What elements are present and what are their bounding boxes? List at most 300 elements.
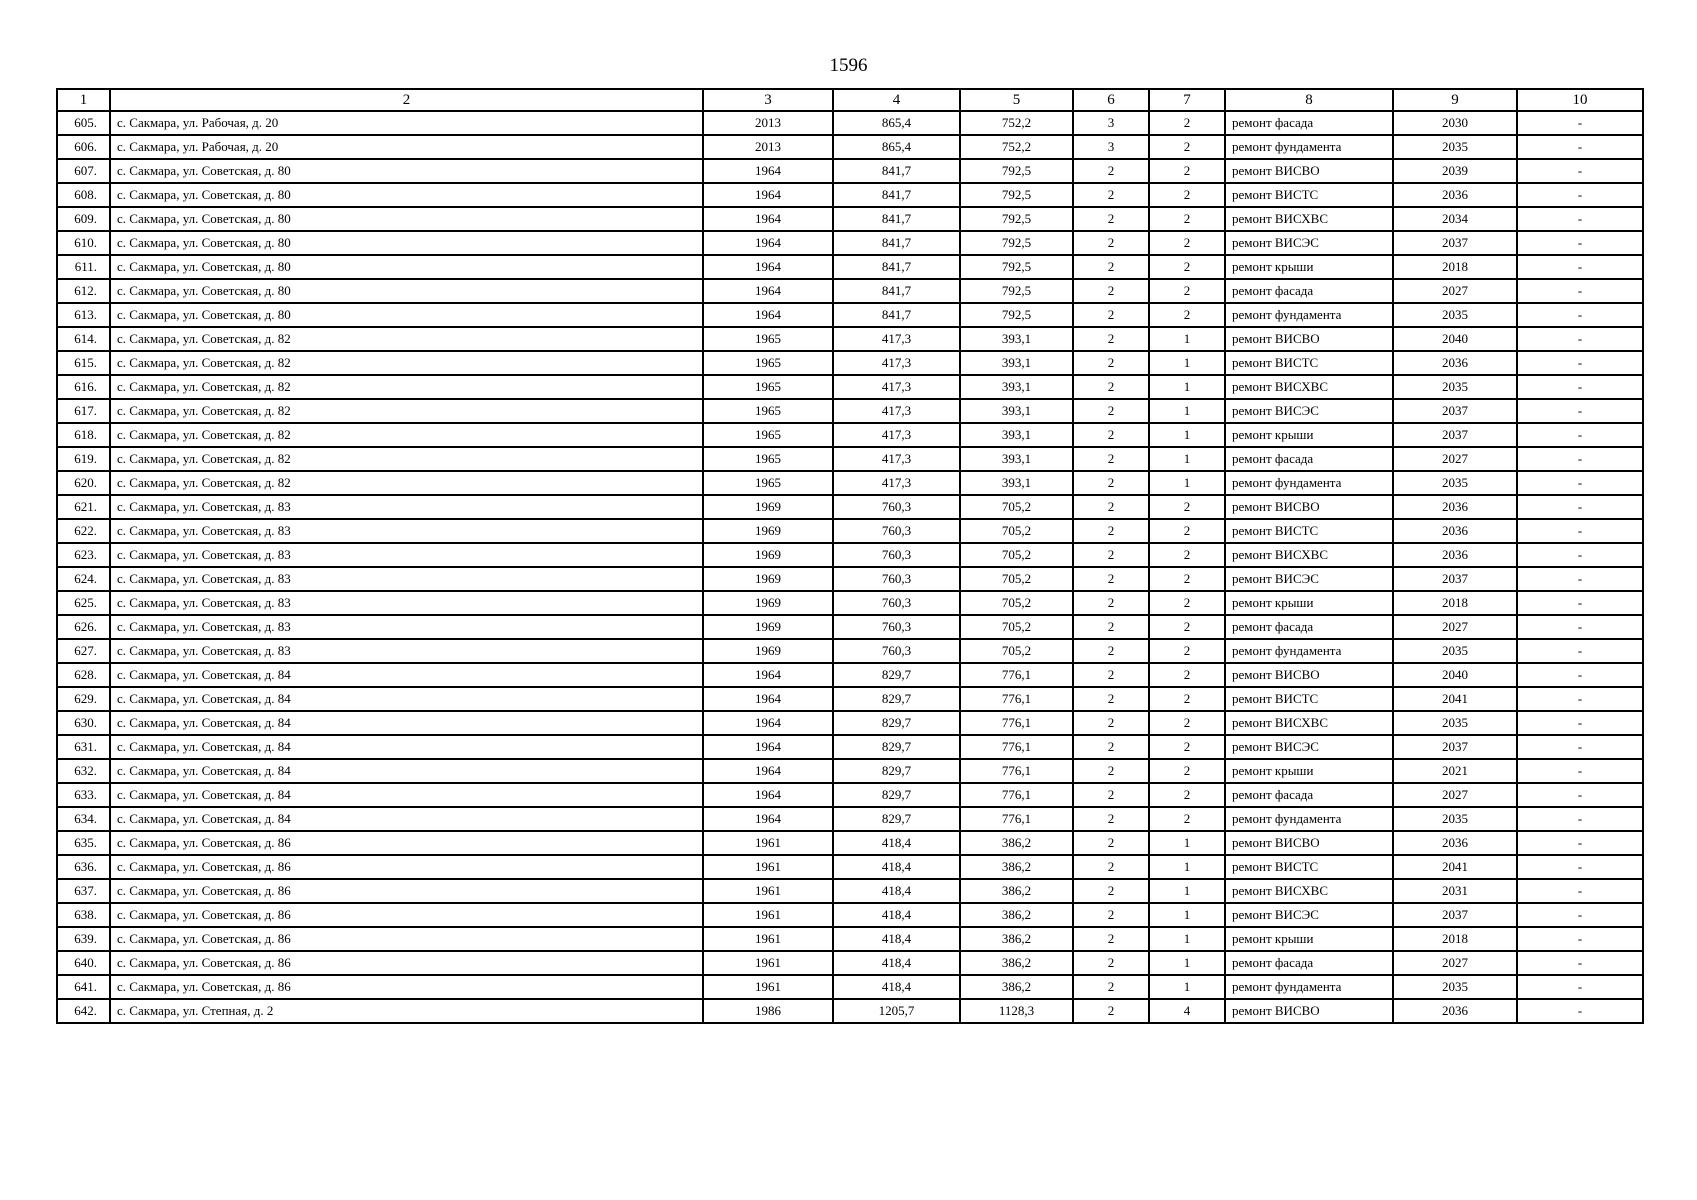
total-area-cell: 829,7 bbox=[833, 759, 960, 783]
row-number-cell: 606. bbox=[57, 135, 110, 159]
note-cell: - bbox=[1517, 807, 1643, 831]
planned-year-cell: 2021 bbox=[1393, 759, 1517, 783]
table-body bbox=[57, 111, 1643, 1023]
work-type-cell: ремонт фасада bbox=[1225, 783, 1393, 807]
entrances-cell: 2 bbox=[1149, 735, 1225, 759]
total-area-cell: 418,4 bbox=[833, 927, 960, 951]
total-area-cell: 829,7 bbox=[833, 687, 960, 711]
total-area-cell: 760,3 bbox=[833, 567, 960, 591]
planned-year-cell: 2027 bbox=[1393, 783, 1517, 807]
total-area-cell: 841,7 bbox=[833, 279, 960, 303]
table-row bbox=[57, 903, 1643, 927]
total-area-cell: 418,4 bbox=[833, 975, 960, 999]
row-number-cell: 633. bbox=[57, 783, 110, 807]
note-cell: - bbox=[1517, 327, 1643, 351]
planned-year-cell: 2036 bbox=[1393, 831, 1517, 855]
total-area-cell: 760,3 bbox=[833, 543, 960, 567]
year-cell: 1961 bbox=[703, 951, 833, 975]
work-type-cell: ремонт фундамента bbox=[1225, 639, 1393, 663]
address-cell: с. Сакмара, ул. Советская, д. 83 bbox=[110, 519, 703, 543]
note-cell: - bbox=[1517, 615, 1643, 639]
floors-cell: 2 bbox=[1073, 951, 1149, 975]
living-area-cell: 393,1 bbox=[960, 327, 1073, 351]
row-number-cell: 614. bbox=[57, 327, 110, 351]
entrances-cell: 2 bbox=[1149, 807, 1225, 831]
entrances-cell: 4 bbox=[1149, 999, 1225, 1023]
year-cell: 1965 bbox=[703, 399, 833, 423]
table-row bbox=[57, 951, 1643, 975]
note-cell: - bbox=[1517, 303, 1643, 327]
table-row bbox=[57, 351, 1643, 375]
note-cell: - bbox=[1517, 999, 1643, 1023]
total-area-cell: 841,7 bbox=[833, 207, 960, 231]
column-header: 2 bbox=[110, 89, 703, 111]
table-row bbox=[57, 495, 1643, 519]
year-cell: 1964 bbox=[703, 711, 833, 735]
table-row bbox=[57, 879, 1643, 903]
floors-cell: 2 bbox=[1073, 687, 1149, 711]
planned-year-cell: 2037 bbox=[1393, 423, 1517, 447]
living-area-cell: 393,1 bbox=[960, 375, 1073, 399]
table-row bbox=[57, 999, 1643, 1023]
year-cell: 1969 bbox=[703, 519, 833, 543]
year-cell: 1969 bbox=[703, 591, 833, 615]
note-cell: - bbox=[1517, 903, 1643, 927]
address-cell: с. Сакмара, ул. Советская, д. 83 bbox=[110, 591, 703, 615]
total-area-cell: 841,7 bbox=[833, 255, 960, 279]
note-cell: - bbox=[1517, 111, 1643, 135]
year-cell: 1969 bbox=[703, 639, 833, 663]
planned-year-cell: 2040 bbox=[1393, 663, 1517, 687]
living-area-cell: 776,1 bbox=[960, 807, 1073, 831]
address-cell: с. Сакмара, ул. Советская, д. 80 bbox=[110, 207, 703, 231]
work-type-cell: ремонт крыши bbox=[1225, 591, 1393, 615]
floors-cell: 2 bbox=[1073, 399, 1149, 423]
column-header: 9 bbox=[1393, 89, 1517, 111]
floors-cell: 2 bbox=[1073, 159, 1149, 183]
row-number-cell: 605. bbox=[57, 111, 110, 135]
living-area-cell: 386,2 bbox=[960, 879, 1073, 903]
row-number-cell: 621. bbox=[57, 495, 110, 519]
table-row bbox=[57, 807, 1643, 831]
address-cell: с. Сакмара, ул. Советская, д. 83 bbox=[110, 639, 703, 663]
planned-year-cell: 2041 bbox=[1393, 855, 1517, 879]
work-type-cell: ремонт фундамента bbox=[1225, 807, 1393, 831]
total-area-cell: 417,3 bbox=[833, 447, 960, 471]
table-row bbox=[57, 279, 1643, 303]
entrances-cell: 1 bbox=[1149, 399, 1225, 423]
living-area-cell: 386,2 bbox=[960, 903, 1073, 927]
note-cell: - bbox=[1517, 831, 1643, 855]
work-type-cell: ремонт ВИСТС bbox=[1225, 183, 1393, 207]
entrances-cell: 1 bbox=[1149, 831, 1225, 855]
column-header: 5 bbox=[960, 89, 1073, 111]
work-type-cell: ремонт ВИСВО bbox=[1225, 495, 1393, 519]
entrances-cell: 2 bbox=[1149, 183, 1225, 207]
header-row bbox=[57, 89, 1643, 111]
work-type-cell: ремонт ВИСТС bbox=[1225, 519, 1393, 543]
row-number-cell: 620. bbox=[57, 471, 110, 495]
planned-year-cell: 2018 bbox=[1393, 255, 1517, 279]
note-cell: - bbox=[1517, 543, 1643, 567]
work-type-cell: ремонт фасада bbox=[1225, 615, 1393, 639]
floors-cell: 2 bbox=[1073, 183, 1149, 207]
living-area-cell: 705,2 bbox=[960, 495, 1073, 519]
planned-year-cell: 2035 bbox=[1393, 135, 1517, 159]
total-area-cell: 418,4 bbox=[833, 903, 960, 927]
year-cell: 1961 bbox=[703, 903, 833, 927]
entrances-cell: 2 bbox=[1149, 111, 1225, 135]
work-type-cell: ремонт крыши bbox=[1225, 423, 1393, 447]
address-cell: с. Сакмара, ул. Советская, д. 82 bbox=[110, 399, 703, 423]
total-area-cell: 1205,7 bbox=[833, 999, 960, 1023]
table-row bbox=[57, 567, 1643, 591]
work-type-cell: ремонт ВИСЭС bbox=[1225, 399, 1393, 423]
entrances-cell: 1 bbox=[1149, 375, 1225, 399]
address-cell: с. Сакмара, ул. Советская, д. 82 bbox=[110, 447, 703, 471]
note-cell: - bbox=[1517, 687, 1643, 711]
address-cell: с. Сакмара, ул. Советская, д. 83 bbox=[110, 543, 703, 567]
floors-cell: 2 bbox=[1073, 999, 1149, 1023]
entrances-cell: 2 bbox=[1149, 231, 1225, 255]
work-type-cell: ремонт фасада bbox=[1225, 447, 1393, 471]
work-type-cell: ремонт ВИСЭС bbox=[1225, 735, 1393, 759]
work-type-cell: ремонт ВИСХВС bbox=[1225, 375, 1393, 399]
note-cell: - bbox=[1517, 399, 1643, 423]
work-type-cell: ремонт фасада bbox=[1225, 279, 1393, 303]
address-cell: с. Сакмара, ул. Советская, д. 86 bbox=[110, 975, 703, 999]
entrances-cell: 1 bbox=[1149, 351, 1225, 375]
note-cell: - bbox=[1517, 495, 1643, 519]
floors-cell: 2 bbox=[1073, 279, 1149, 303]
address-cell: с. Сакмара, ул. Советская, д. 80 bbox=[110, 255, 703, 279]
address-cell: с. Сакмара, ул. Степная, д. 2 bbox=[110, 999, 703, 1023]
note-cell: - bbox=[1517, 135, 1643, 159]
table-row bbox=[57, 831, 1643, 855]
row-number-cell: 627. bbox=[57, 639, 110, 663]
row-number-cell: 613. bbox=[57, 303, 110, 327]
total-area-cell: 417,3 bbox=[833, 399, 960, 423]
year-cell: 1964 bbox=[703, 303, 833, 327]
table-row bbox=[57, 447, 1643, 471]
planned-year-cell: 2037 bbox=[1393, 567, 1517, 591]
table-row bbox=[57, 303, 1643, 327]
row-number-cell: 607. bbox=[57, 159, 110, 183]
address-cell: с. Сакмара, ул. Рабочая, д. 20 bbox=[110, 111, 703, 135]
floors-cell: 2 bbox=[1073, 495, 1149, 519]
year-cell: 1961 bbox=[703, 927, 833, 951]
column-header: 7 bbox=[1149, 89, 1225, 111]
entrances-cell: 2 bbox=[1149, 279, 1225, 303]
table-row bbox=[57, 543, 1643, 567]
row-number-cell: 632. bbox=[57, 759, 110, 783]
total-area-cell: 760,3 bbox=[833, 519, 960, 543]
planned-year-cell: 2039 bbox=[1393, 159, 1517, 183]
total-area-cell: 417,3 bbox=[833, 375, 960, 399]
table-row bbox=[57, 615, 1643, 639]
address-cell: с. Сакмара, ул. Советская, д. 84 bbox=[110, 687, 703, 711]
address-cell: с. Сакмара, ул. Советская, д. 84 bbox=[110, 735, 703, 759]
planned-year-cell: 2031 bbox=[1393, 879, 1517, 903]
planned-year-cell: 2035 bbox=[1393, 303, 1517, 327]
table-row bbox=[57, 471, 1643, 495]
table-row bbox=[57, 183, 1643, 207]
note-cell: - bbox=[1517, 423, 1643, 447]
row-number-cell: 608. bbox=[57, 183, 110, 207]
address-cell: с. Сакмара, ул. Советская, д. 86 bbox=[110, 831, 703, 855]
note-cell: - bbox=[1517, 783, 1643, 807]
note-cell: - bbox=[1517, 231, 1643, 255]
planned-year-cell: 2027 bbox=[1393, 951, 1517, 975]
living-area-cell: 776,1 bbox=[960, 759, 1073, 783]
work-type-cell: ремонт фундамента bbox=[1225, 471, 1393, 495]
living-area-cell: 386,2 bbox=[960, 927, 1073, 951]
entrances-cell: 2 bbox=[1149, 207, 1225, 231]
year-cell: 1969 bbox=[703, 567, 833, 591]
living-area-cell: 792,5 bbox=[960, 303, 1073, 327]
year-cell: 1965 bbox=[703, 327, 833, 351]
note-cell: - bbox=[1517, 183, 1643, 207]
living-area-cell: 393,1 bbox=[960, 423, 1073, 447]
total-area-cell: 760,3 bbox=[833, 615, 960, 639]
year-cell: 1965 bbox=[703, 423, 833, 447]
planned-year-cell: 2036 bbox=[1393, 543, 1517, 567]
row-number-cell: 628. bbox=[57, 663, 110, 687]
work-type-cell: ремонт ВИСТС bbox=[1225, 855, 1393, 879]
note-cell: - bbox=[1517, 375, 1643, 399]
year-cell: 1964 bbox=[703, 663, 833, 687]
entrances-cell: 2 bbox=[1149, 135, 1225, 159]
row-number-cell: 625. bbox=[57, 591, 110, 615]
planned-year-cell: 2027 bbox=[1393, 279, 1517, 303]
registry-table bbox=[56, 88, 1644, 1024]
address-cell: с. Сакмара, ул. Советская, д. 86 bbox=[110, 879, 703, 903]
row-number-cell: 631. bbox=[57, 735, 110, 759]
planned-year-cell: 2035 bbox=[1393, 375, 1517, 399]
year-cell: 1964 bbox=[703, 207, 833, 231]
table-row bbox=[57, 735, 1643, 759]
floors-cell: 3 bbox=[1073, 111, 1149, 135]
entrances-cell: 2 bbox=[1149, 759, 1225, 783]
floors-cell: 2 bbox=[1073, 975, 1149, 999]
floors-cell: 2 bbox=[1073, 831, 1149, 855]
living-area-cell: 386,2 bbox=[960, 951, 1073, 975]
row-number-cell: 623. bbox=[57, 543, 110, 567]
year-cell: 1964 bbox=[703, 807, 833, 831]
floors-cell: 2 bbox=[1073, 327, 1149, 351]
year-cell: 1965 bbox=[703, 351, 833, 375]
note-cell: - bbox=[1517, 447, 1643, 471]
row-number-cell: 635. bbox=[57, 831, 110, 855]
total-area-cell: 760,3 bbox=[833, 639, 960, 663]
year-cell: 1964 bbox=[703, 783, 833, 807]
entrances-cell: 2 bbox=[1149, 543, 1225, 567]
note-cell: - bbox=[1517, 855, 1643, 879]
living-area-cell: 776,1 bbox=[960, 663, 1073, 687]
planned-year-cell: 2036 bbox=[1393, 495, 1517, 519]
row-number-cell: 611. bbox=[57, 255, 110, 279]
work-type-cell: ремонт ВИСХВС bbox=[1225, 543, 1393, 567]
work-type-cell: ремонт фундамента bbox=[1225, 135, 1393, 159]
entrances-cell: 1 bbox=[1149, 471, 1225, 495]
entrances-cell: 2 bbox=[1149, 663, 1225, 687]
floors-cell: 2 bbox=[1073, 639, 1149, 663]
address-cell: с. Сакмара, ул. Советская, д. 84 bbox=[110, 807, 703, 831]
year-cell: 1961 bbox=[703, 831, 833, 855]
total-area-cell: 418,4 bbox=[833, 855, 960, 879]
row-number-cell: 640. bbox=[57, 951, 110, 975]
floors-cell: 2 bbox=[1073, 375, 1149, 399]
address-cell: с. Сакмара, ул. Советская, д. 80 bbox=[110, 231, 703, 255]
table-row bbox=[57, 255, 1643, 279]
total-area-cell: 841,7 bbox=[833, 159, 960, 183]
note-cell: - bbox=[1517, 879, 1643, 903]
address-cell: с. Сакмара, ул. Советская, д. 84 bbox=[110, 711, 703, 735]
entrances-cell: 2 bbox=[1149, 783, 1225, 807]
planned-year-cell: 2036 bbox=[1393, 519, 1517, 543]
living-area-cell: 386,2 bbox=[960, 855, 1073, 879]
table-row bbox=[57, 975, 1643, 999]
planned-year-cell: 2027 bbox=[1393, 615, 1517, 639]
floors-cell: 2 bbox=[1073, 351, 1149, 375]
entrances-cell: 1 bbox=[1149, 855, 1225, 879]
table-row bbox=[57, 135, 1643, 159]
planned-year-cell: 2036 bbox=[1393, 351, 1517, 375]
floors-cell: 2 bbox=[1073, 615, 1149, 639]
row-number-cell: 617. bbox=[57, 399, 110, 423]
note-cell: - bbox=[1517, 711, 1643, 735]
note-cell: - bbox=[1517, 207, 1643, 231]
living-area-cell: 792,5 bbox=[960, 279, 1073, 303]
total-area-cell: 841,7 bbox=[833, 303, 960, 327]
column-header: 6 bbox=[1073, 89, 1149, 111]
work-type-cell: ремонт ВИСВО bbox=[1225, 999, 1393, 1023]
entrances-cell: 2 bbox=[1149, 495, 1225, 519]
entrances-cell: 1 bbox=[1149, 903, 1225, 927]
address-cell: с. Сакмара, ул. Советская, д. 82 bbox=[110, 351, 703, 375]
planned-year-cell: 2036 bbox=[1393, 999, 1517, 1023]
planned-year-cell: 2027 bbox=[1393, 447, 1517, 471]
floors-cell: 2 bbox=[1073, 519, 1149, 543]
floors-cell: 2 bbox=[1073, 207, 1149, 231]
note-cell: - bbox=[1517, 639, 1643, 663]
page-number: 1596 bbox=[829, 55, 868, 76]
total-area-cell: 841,7 bbox=[833, 231, 960, 255]
floors-cell: 2 bbox=[1073, 423, 1149, 447]
address-cell: с. Сакмара, ул. Советская, д. 86 bbox=[110, 855, 703, 879]
floors-cell: 2 bbox=[1073, 759, 1149, 783]
note-cell: - bbox=[1517, 159, 1643, 183]
work-type-cell: ремонт фундамента bbox=[1225, 303, 1393, 327]
note-cell: - bbox=[1517, 255, 1643, 279]
entrances-cell: 2 bbox=[1149, 567, 1225, 591]
entrances-cell: 2 bbox=[1149, 687, 1225, 711]
row-number-cell: 612. bbox=[57, 279, 110, 303]
table-row bbox=[57, 519, 1643, 543]
living-area-cell: 792,5 bbox=[960, 231, 1073, 255]
row-number-cell: 609. bbox=[57, 207, 110, 231]
planned-year-cell: 2035 bbox=[1393, 639, 1517, 663]
floors-cell: 2 bbox=[1073, 231, 1149, 255]
total-area-cell: 760,3 bbox=[833, 591, 960, 615]
floors-cell: 2 bbox=[1073, 567, 1149, 591]
living-area-cell: 792,5 bbox=[960, 183, 1073, 207]
floors-cell: 3 bbox=[1073, 135, 1149, 159]
living-area-cell: 776,1 bbox=[960, 687, 1073, 711]
year-cell: 1964 bbox=[703, 231, 833, 255]
note-cell: - bbox=[1517, 951, 1643, 975]
address-cell: с. Сакмара, ул. Советская, д. 82 bbox=[110, 471, 703, 495]
floors-cell: 2 bbox=[1073, 735, 1149, 759]
address-cell: с. Сакмара, ул. Советская, д. 84 bbox=[110, 783, 703, 807]
planned-year-cell: 2035 bbox=[1393, 975, 1517, 999]
living-area-cell: 776,1 bbox=[960, 735, 1073, 759]
row-number-cell: 630. bbox=[57, 711, 110, 735]
work-type-cell: ремонт ВИСВО bbox=[1225, 831, 1393, 855]
living-area-cell: 705,2 bbox=[960, 591, 1073, 615]
note-cell: - bbox=[1517, 591, 1643, 615]
table-row bbox=[57, 159, 1643, 183]
year-cell: 1961 bbox=[703, 975, 833, 999]
address-cell: с. Сакмара, ул. Советская, д. 82 bbox=[110, 423, 703, 447]
planned-year-cell: 2018 bbox=[1393, 591, 1517, 615]
address-cell: с. Сакмара, ул. Советская, д. 80 bbox=[110, 159, 703, 183]
row-number-cell: 626. bbox=[57, 615, 110, 639]
table-row bbox=[57, 687, 1643, 711]
living-area-cell: 393,1 bbox=[960, 471, 1073, 495]
total-area-cell: 417,3 bbox=[833, 327, 960, 351]
year-cell: 1965 bbox=[703, 471, 833, 495]
planned-year-cell: 2034 bbox=[1393, 207, 1517, 231]
year-cell: 1964 bbox=[703, 279, 833, 303]
entrances-cell: 1 bbox=[1149, 975, 1225, 999]
total-area-cell: 417,3 bbox=[833, 471, 960, 495]
floors-cell: 2 bbox=[1073, 255, 1149, 279]
column-header: 3 bbox=[703, 89, 833, 111]
table-row bbox=[57, 327, 1643, 351]
total-area-cell: 829,7 bbox=[833, 663, 960, 687]
note-cell: - bbox=[1517, 975, 1643, 999]
entrances-cell: 2 bbox=[1149, 615, 1225, 639]
work-type-cell: ремонт ВИСВО bbox=[1225, 327, 1393, 351]
living-area-cell: 393,1 bbox=[960, 351, 1073, 375]
living-area-cell: 752,2 bbox=[960, 111, 1073, 135]
address-cell: с. Сакмара, ул. Советская, д. 82 bbox=[110, 327, 703, 351]
total-area-cell: 418,4 bbox=[833, 951, 960, 975]
address-cell: с. Сакмара, ул. Рабочая, д. 20 bbox=[110, 135, 703, 159]
work-type-cell: ремонт фасада bbox=[1225, 951, 1393, 975]
entrances-cell: 1 bbox=[1149, 327, 1225, 351]
planned-year-cell: 2035 bbox=[1393, 711, 1517, 735]
living-area-cell: 1128,3 bbox=[960, 999, 1073, 1023]
table-row bbox=[57, 783, 1643, 807]
total-area-cell: 760,3 bbox=[833, 495, 960, 519]
column-header: 8 bbox=[1225, 89, 1393, 111]
address-cell: с. Сакмара, ул. Советская, д. 84 bbox=[110, 663, 703, 687]
year-cell: 1969 bbox=[703, 495, 833, 519]
work-type-cell: ремонт ВИСВО bbox=[1225, 663, 1393, 687]
floors-cell: 2 bbox=[1073, 663, 1149, 687]
floors-cell: 2 bbox=[1073, 927, 1149, 951]
total-area-cell: 417,3 bbox=[833, 351, 960, 375]
living-area-cell: 705,2 bbox=[960, 519, 1073, 543]
work-type-cell: ремонт крыши bbox=[1225, 759, 1393, 783]
year-cell: 1964 bbox=[703, 735, 833, 759]
work-type-cell: ремонт крыши bbox=[1225, 255, 1393, 279]
entrances-cell: 2 bbox=[1149, 639, 1225, 663]
total-area-cell: 418,4 bbox=[833, 831, 960, 855]
entrances-cell: 1 bbox=[1149, 879, 1225, 903]
